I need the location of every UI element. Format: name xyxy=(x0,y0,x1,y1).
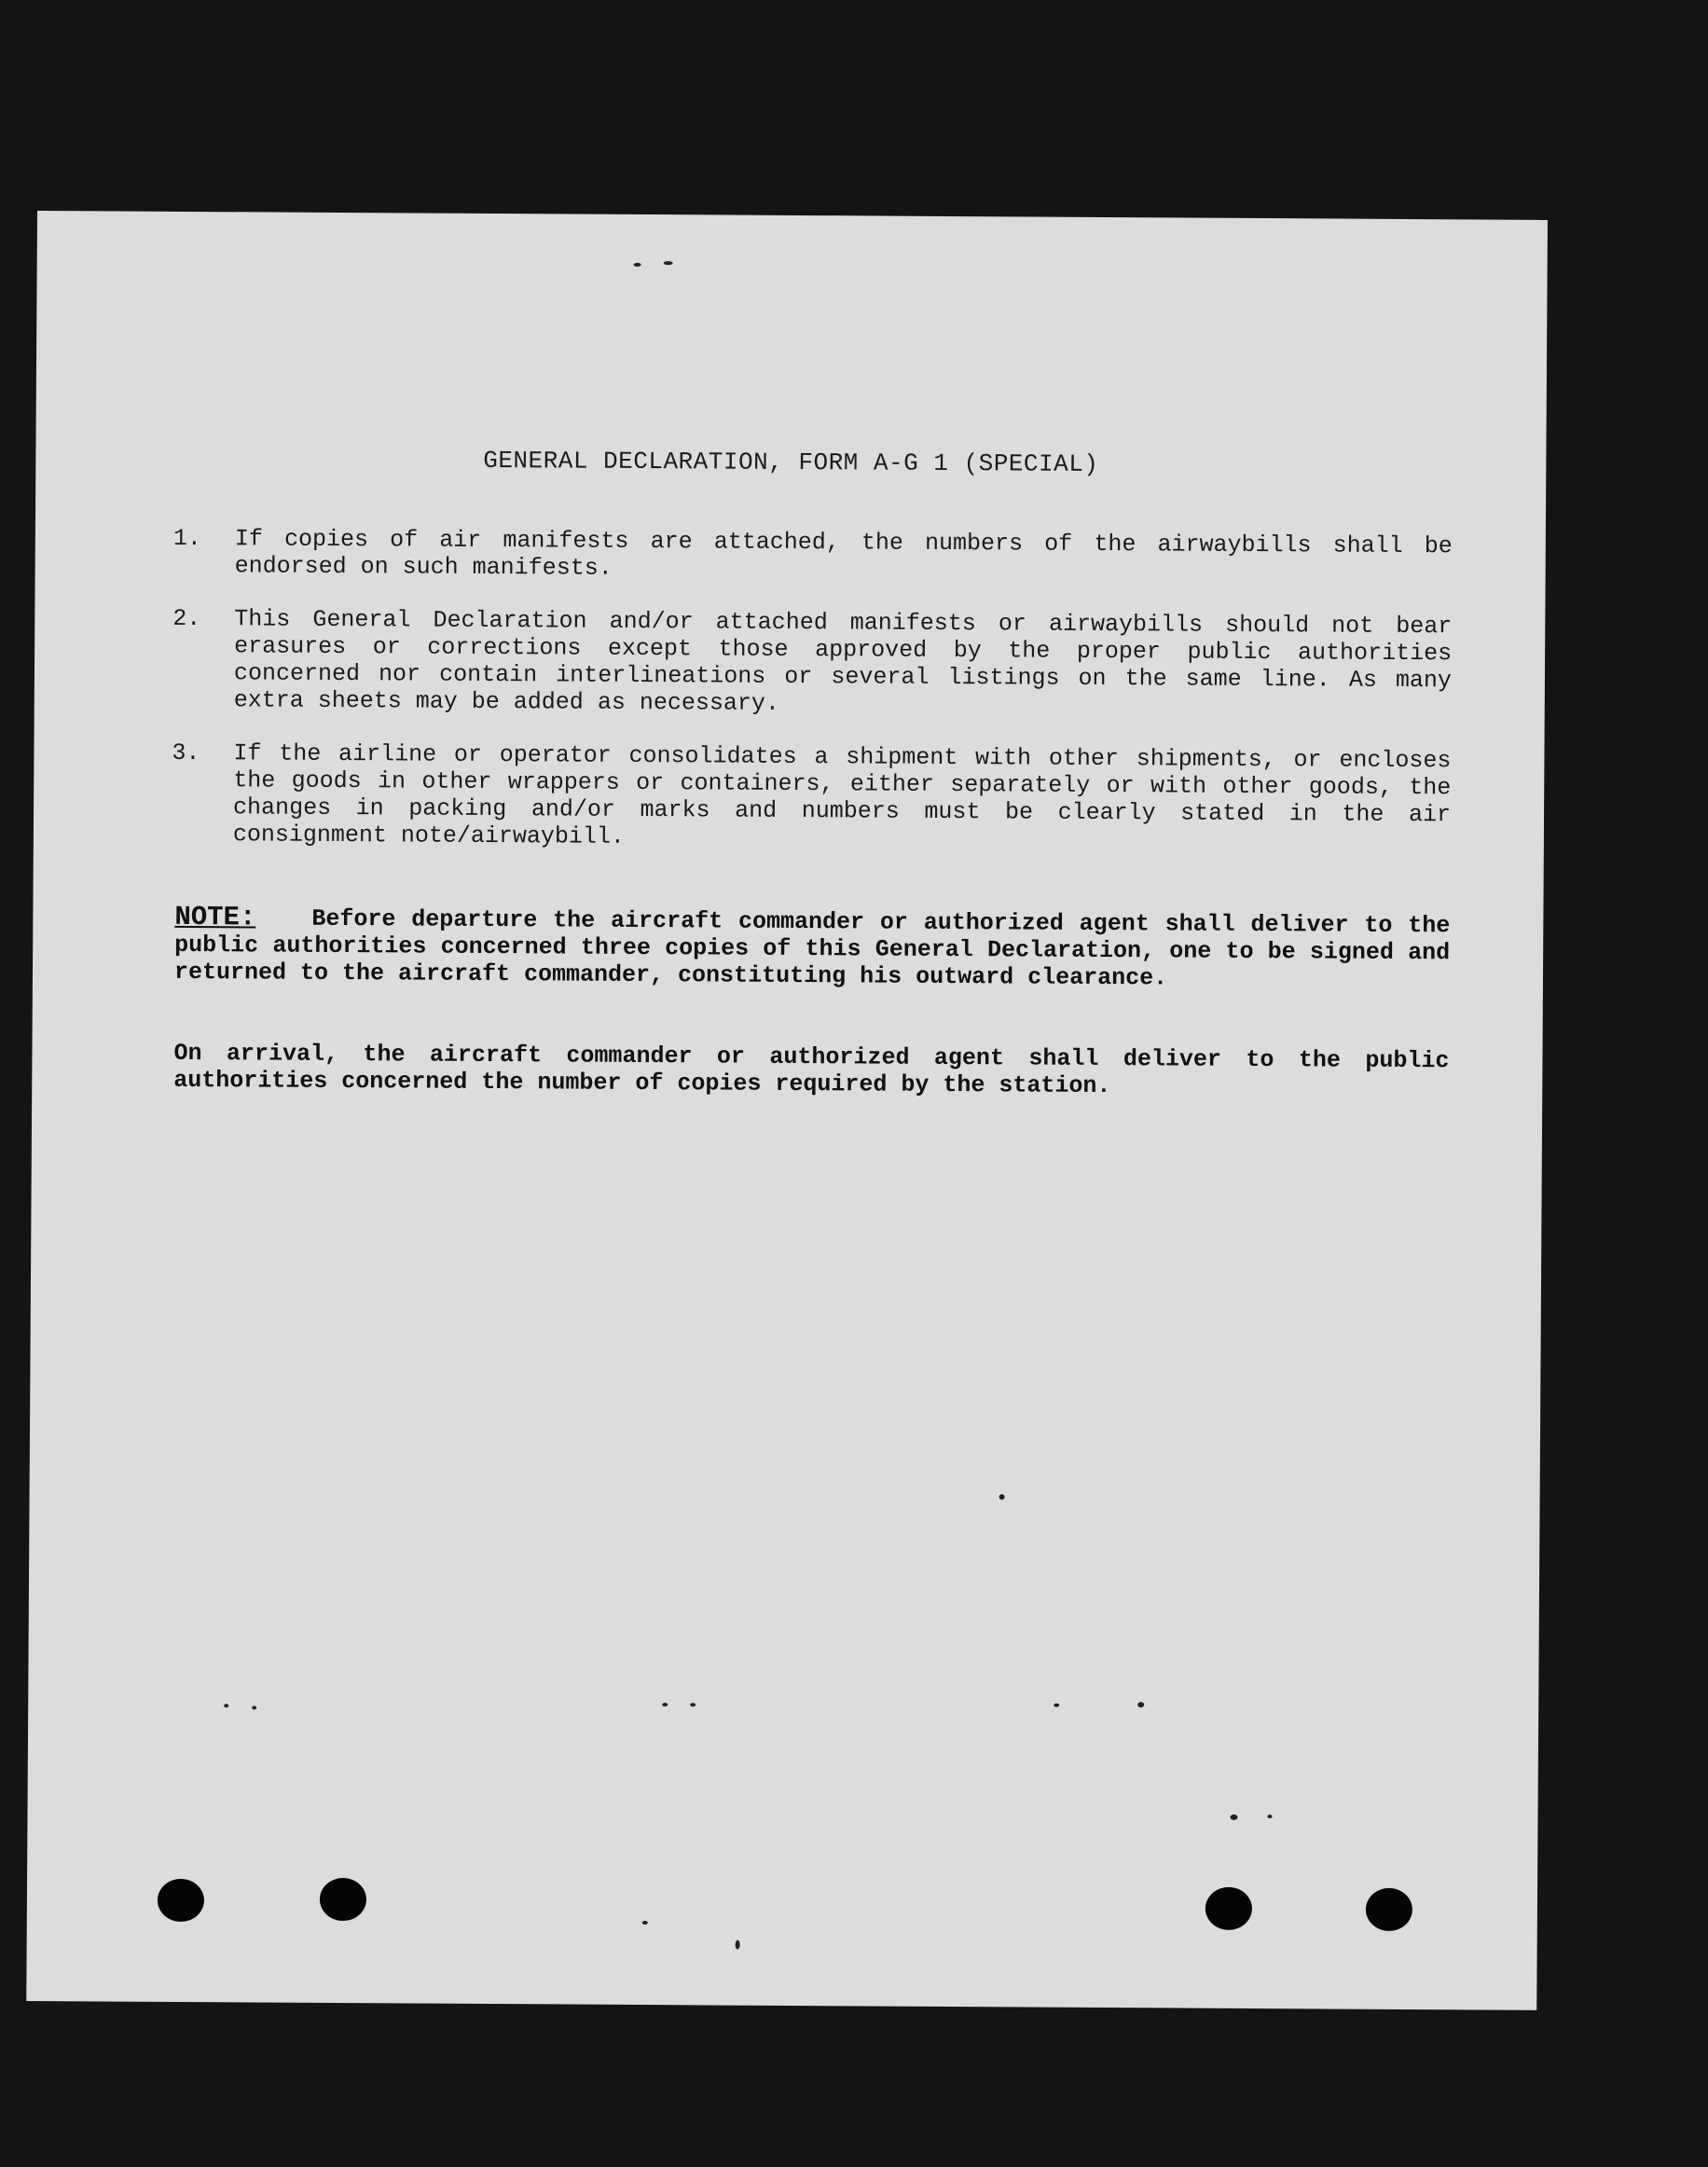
note-label: NOTE: xyxy=(174,901,256,933)
scan-speck xyxy=(1230,1815,1237,1820)
instruction-item-1 xyxy=(173,525,1453,587)
instruction-item-2 xyxy=(172,605,1453,721)
document-page xyxy=(26,211,1548,2010)
item-number: 3. xyxy=(172,738,200,767)
item-text: This General Declaration and/or attached manifests or airwaybills should not bear erasures or corrections except those approved by the proper public authorities concerned nor contain interlineations or several listings on the same line. As many extra sheets may be added as necessary. xyxy=(233,605,1453,717)
punch-hole xyxy=(158,1879,204,1922)
item-text: If the airline or operator consolidates a shipment with other shipments, or encloses the goods in other wrappers or containers, either separately or with other goods, the changes in packing and/or marks and numbers must be clearly stated in the air consignment note/airwaybill. xyxy=(232,739,1452,850)
punch-hole xyxy=(320,1878,366,1921)
scan-speck xyxy=(252,1705,256,1709)
punch-hole xyxy=(1366,1888,1412,1931)
scan-speck xyxy=(999,1494,1005,1499)
scan-speck xyxy=(642,1921,648,1925)
note-paragraph xyxy=(173,901,1451,993)
scan-speck xyxy=(736,1940,740,1950)
item-text: If copies of air manifests are attached, the numbers of the airwaybills shall be endorsed on such manifests. xyxy=(234,525,1453,582)
scan-speck xyxy=(662,1703,668,1706)
instruction-list xyxy=(172,525,1453,881)
item-number: 1. xyxy=(172,524,201,553)
instruction-item-3 xyxy=(172,739,1452,855)
scan-speck xyxy=(634,263,641,267)
arrival-paragraph: On arrival, the aircraft commander or authorized agent shall deliver to the public authorities concerned the number of copies required by the station. xyxy=(173,1039,1450,1100)
scan-speck xyxy=(1137,1702,1144,1707)
note-text: Before departure the aircraft commander or authorized agent shall deliver to the public authorities concerned three copies of this General Declaration, one to be signed and returned to the aircraft commander, constituting his outward clearance. xyxy=(173,904,1451,992)
scan-speck xyxy=(1267,1815,1272,1818)
scan-speck xyxy=(224,1704,228,1707)
scan-speck xyxy=(1054,1704,1059,1707)
scan-speck xyxy=(690,1703,696,1706)
scan-speck xyxy=(664,261,673,265)
punch-hole xyxy=(1205,1887,1252,1930)
item-number: 2. xyxy=(172,604,201,633)
document-title: GENERAL DECLARATION, FORM A-G 1 (SPECIAL) xyxy=(483,446,1099,478)
